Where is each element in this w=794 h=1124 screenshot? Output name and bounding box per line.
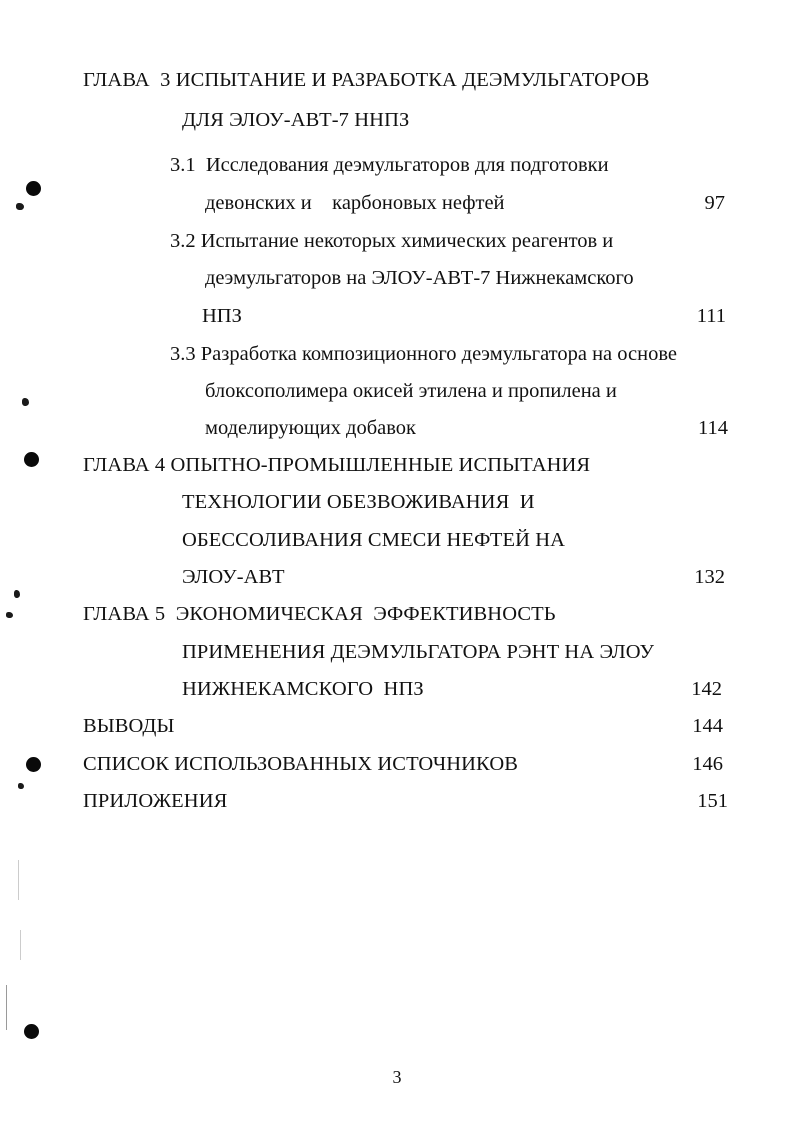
- binder-hole-mark: [26, 757, 41, 772]
- toc-section-3-2-page: 111: [696, 305, 726, 327]
- binder-hole-mark: [24, 1024, 39, 1039]
- toc-chapter-4-title-line-2: ТЕХНОЛОГИИ ОБЕЗВОЖИВАНИЯ И: [182, 491, 535, 513]
- toc-chapter-5-page: 142: [691, 678, 722, 700]
- toc-section-3-3-line-1: 3.3 Разработка композиционного деэмульгатора на основе: [170, 343, 678, 365]
- toc-section-3-2-line-1: 3.2 Испытание некоторых химических реагентов и: [170, 230, 614, 252]
- scan-edge-line: [18, 860, 19, 900]
- scan-speck: [22, 398, 29, 406]
- toc-chapter-5-title-line-1: ГЛАВА 5 ЭКОНОМИЧЕСКАЯ ЭФФЕКТИВНОСТЬ: [83, 603, 556, 625]
- scan-speck: [18, 783, 24, 789]
- page-number: 3: [392, 1067, 402, 1087]
- scan-edge-line: [6, 985, 7, 1030]
- scan-edge-line: [20, 930, 21, 960]
- toc-section-3-3-page: 114: [698, 417, 728, 439]
- toc-chapter-4-title-line-1: ГЛАВА 4 ОПЫТНО-ПРОМЫШЛЕННЫЕ ИСПЫТАНИЯ: [83, 454, 591, 476]
- toc-chapter-5-title-line-2: ПРИМЕНЕНИЯ ДЕЭМУЛЬГАТОРА РЭНТ НА ЭЛОУ: [182, 641, 655, 663]
- toc-conclusions-page: 144: [692, 715, 723, 737]
- toc-chapter-3-title-line-2: ДЛЯ ЭЛОУ-АВТ-7 ННПЗ: [182, 109, 410, 131]
- toc-section-3-2-line-2: деэмульгаторов на ЭЛОУ-АВТ-7 Нижнекамского: [205, 267, 634, 289]
- toc-chapter-4-page: 132: [694, 566, 725, 588]
- toc-section-3-1-line-2: девонских и карбоновых нефтей: [205, 192, 505, 214]
- toc-section-3-1-line-1: 3.1 Исследования деэмульгаторов для подготовки: [170, 154, 609, 176]
- toc-section-3-3-line-3: моделирующих добавок: [205, 417, 416, 439]
- toc-chapter-5-title-line-3: НИЖНЕКАМСКОГО НПЗ: [182, 678, 424, 700]
- toc-references-page: 146: [692, 753, 723, 775]
- scan-speck: [6, 612, 13, 618]
- toc-section-3-3-line-2: блоксополимера окисей этилена и пропилена и: [205, 380, 617, 402]
- binder-hole-mark: [26, 181, 41, 196]
- toc-conclusions: ВЫВОДЫ: [83, 715, 175, 737]
- binder-hole-mark: [24, 452, 39, 467]
- toc-section-3-2-line-3: НПЗ: [202, 305, 242, 327]
- toc-references: СПИСОК ИСПОЛЬЗОВАННЫХ ИСТОЧНИКОВ: [83, 753, 518, 775]
- toc-section-3-1-page: 97: [704, 192, 725, 214]
- scan-speck: [14, 590, 20, 598]
- toc-chapter-3-title-line-1: ГЛАВА 3 ИСПЫТАНИЕ И РАЗРАБОТКА ДЕЭМУЛЬГАТОРОВ: [83, 69, 650, 91]
- toc-chapter-4-title-line-3: ОБЕССОЛИВАНИЯ СМЕСИ НЕФТЕЙ НА: [182, 529, 566, 551]
- scan-speck: [16, 203, 24, 210]
- toc-chapter-4-title-line-4: ЭЛОУ-АВТ: [182, 566, 285, 588]
- toc-appendices-page: 151: [697, 790, 728, 812]
- toc-appendices: ПРИЛОЖЕНИЯ: [83, 790, 228, 812]
